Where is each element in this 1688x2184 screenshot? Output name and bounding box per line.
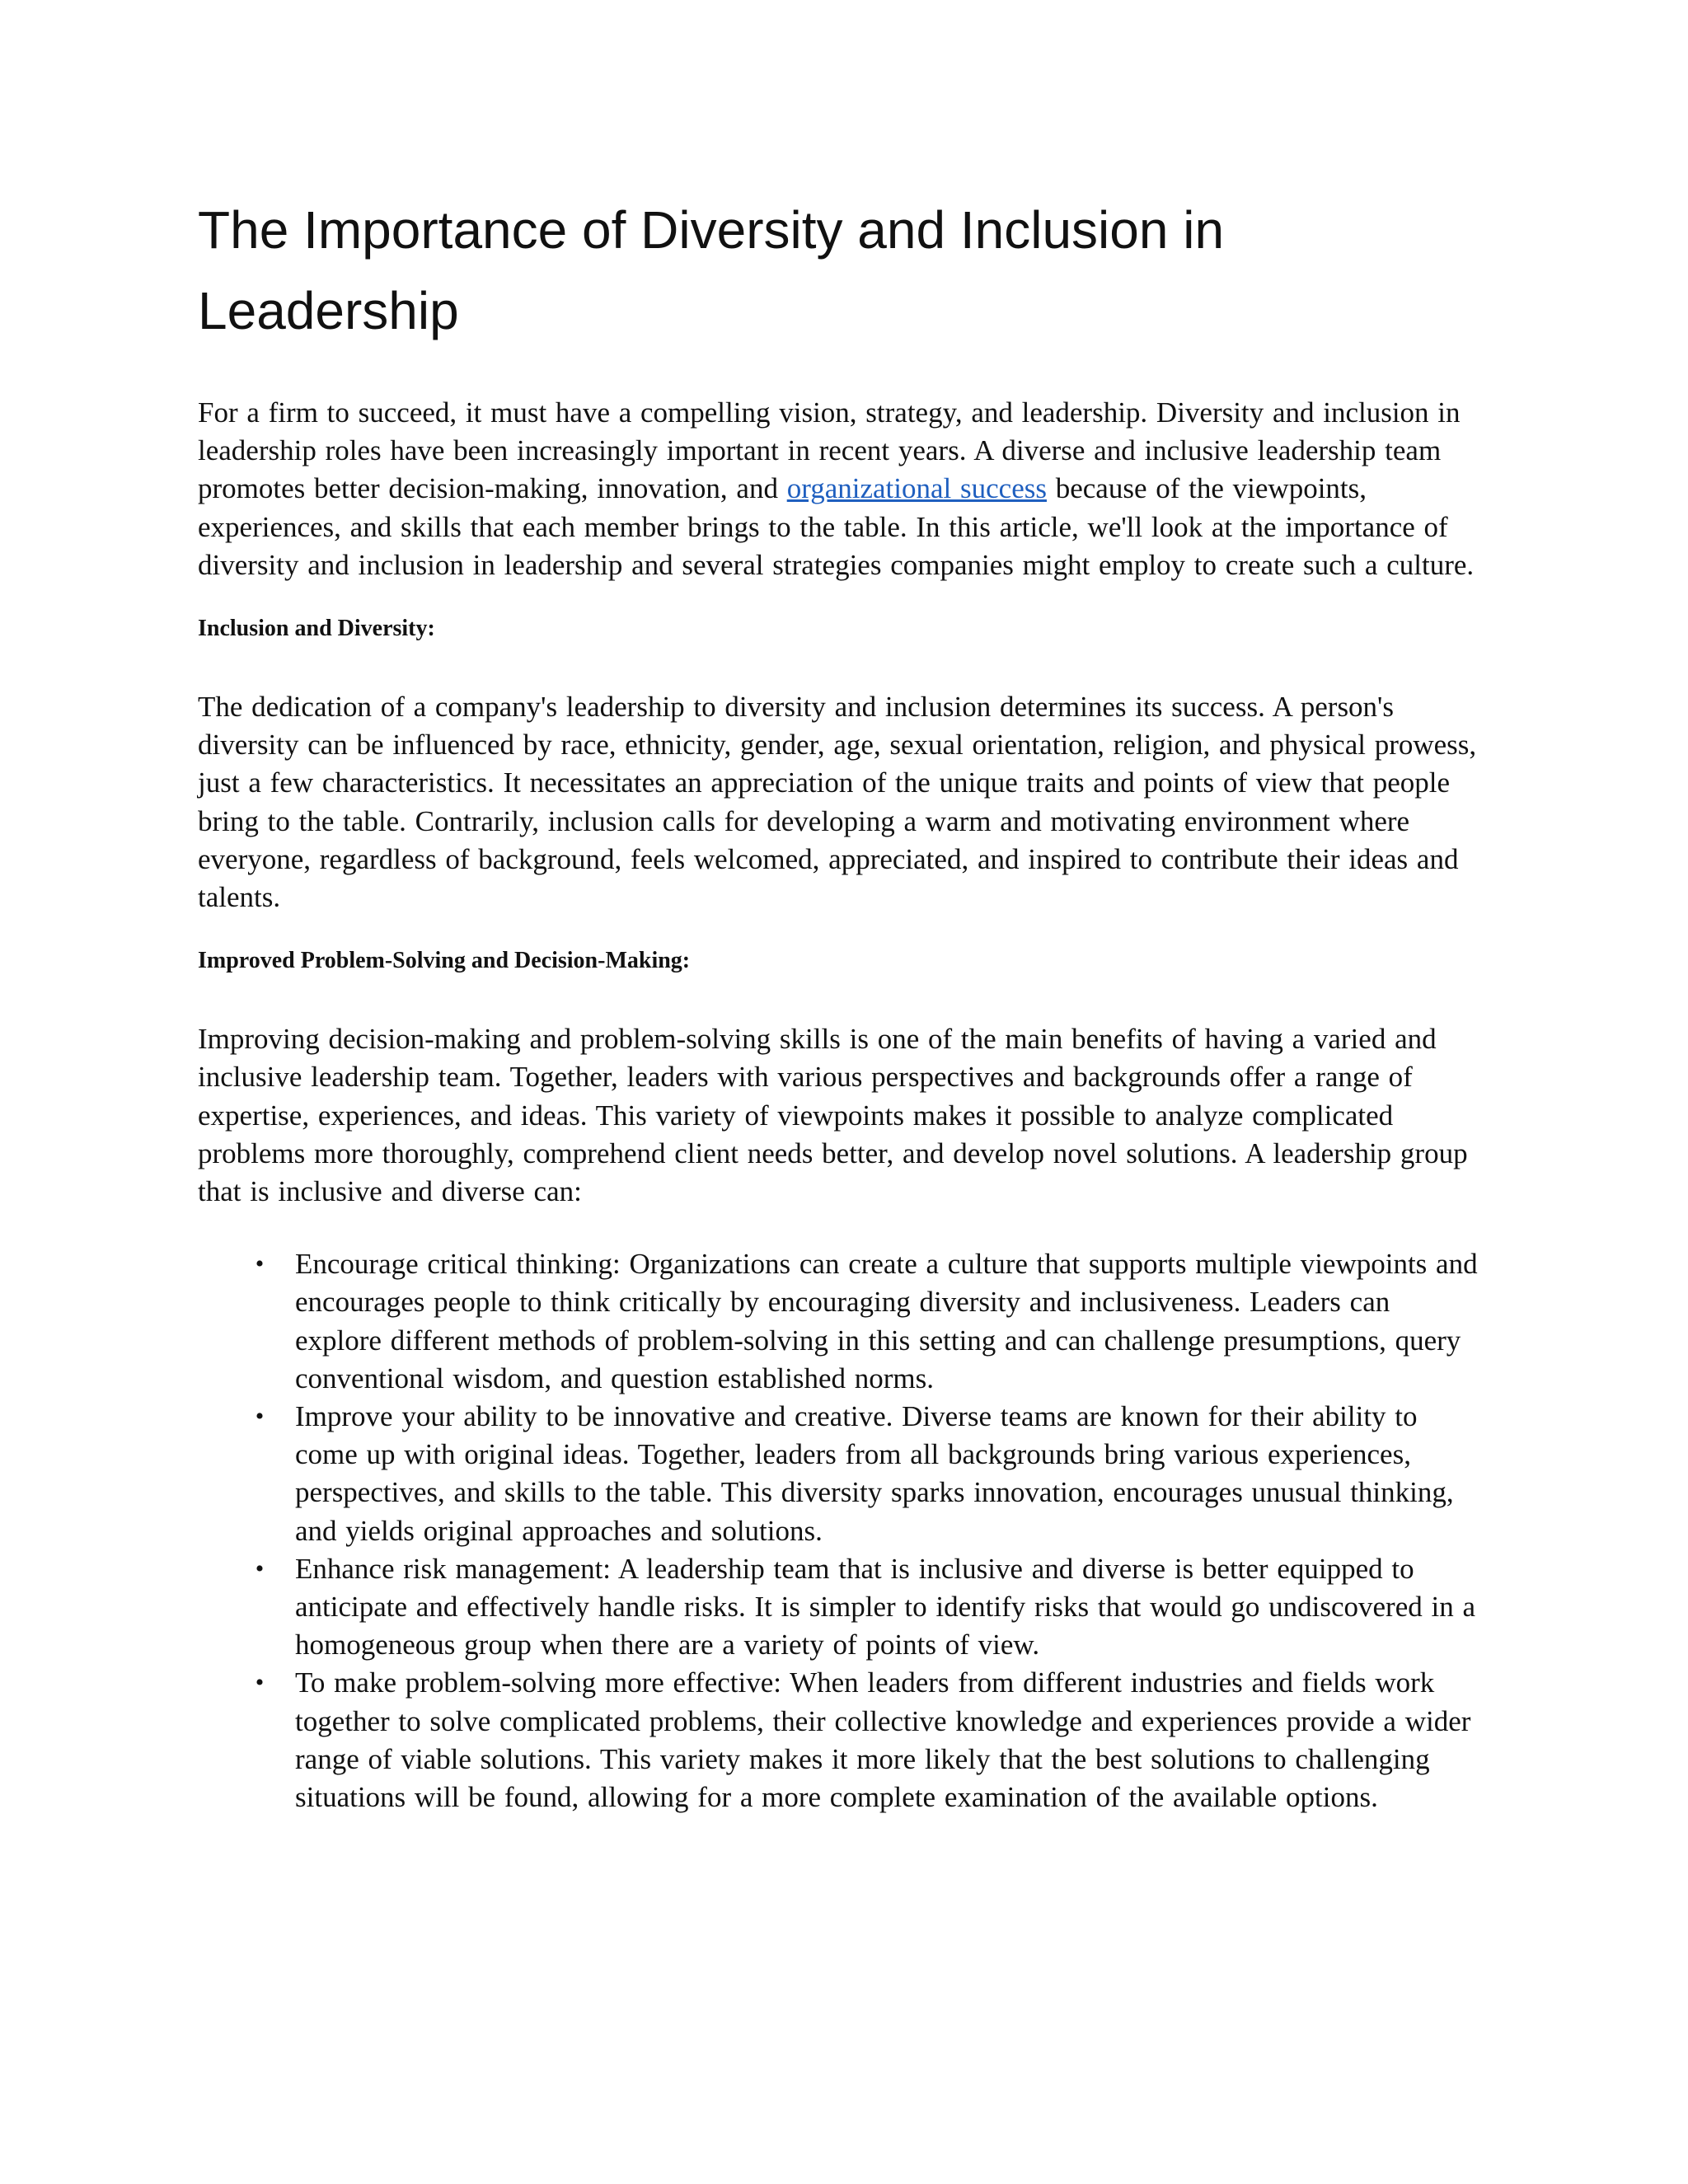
section-heading-problem-solving: Improved Problem-Solving and Decision-Making: <box>198 948 691 974</box>
intro-paragraph <box>198 394 1484 584</box>
bullet-icon: • <box>255 1403 265 1431</box>
bullet-text: Encourage critical thinking: Organizations can create a culture that supports multiple viewpoints and encourages people to think critically by encouraging diversity and inclusiveness. Leaders can explore different methods of problem-solving in this setting and can challenge presumptions, query conventional wisdom, and question established norms. <box>295 1248 1478 1394</box>
bullet-text: Improve your ability to be innovative and creative. Diverse teams are known for their ability to come up with original ideas. Together, leaders from all backgrounds bring various experiences, perspectives, and skills to the table. This diversity sparks innovation, encourages unusual thinking, and yields original approaches and solutions. <box>295 1400 1454 1547</box>
bullet-text: To make problem-solving more effective: When leaders from different industries and fields work together to solve complicated problems, their collective knowledge and experiences provide a wider range of viable solutions. This variety makes it more likely that the best solutions to challenging situations will be found, allowing for a more complete examination of the available options. <box>295 1666 1471 1814</box>
bullet-icon: • <box>255 1669 265 1697</box>
section-paragraph-inclusion-diversity: The dedication of a company's leadership to diversity and inclusion determines its success. A person's diversity can be influenced by race, ethnicity, gender, age, sexual orientation, religion, and physical prowess, just a few characteristics. It necessitates an appreciation of the unique traits and points of view that people bring to the table. Contrarily, inclusion calls for developing a warm and motivating environment where everyone, regardless of background, feels welcomed, appreciated, and inspired to contribute their ideas and talents. <box>198 691 1477 914</box>
bullet-text: Enhance risk management: A leadership team that is inclusive and diverse is better equipped to anticipate and effectively handle risks. It is simpler to identify risks that would go undiscovered in a homogeneous group when there are a variety of points of view. <box>295 1552 1475 1661</box>
section-heading-inclusion-diversity: Inclusion and Diversity: <box>198 616 435 642</box>
bullet-icon: • <box>255 1554 265 1582</box>
list-item <box>198 1245 1484 1398</box>
section-paragraph-problem-solving: Improving decision-making and problem-solving skills is one of the main benefits of having a varied and inclusive leadership team. Together, leaders with various perspectives and backgrounds offer a range of expertise, experiences, and ideas. This variety of viewpoints makes it possible to analyze complicated problems more thoroughly, comprehend client needs better, and develop novel solutions. A leadership group that is inclusive and diverse can: <box>198 1023 1468 1208</box>
document-content <box>198 190 1484 1816</box>
document-title: The Importance of Diversity and Inclusion in Leadership <box>198 200 1225 340</box>
bullet-icon: • <box>255 1250 265 1278</box>
list-item <box>198 1398 1484 1550</box>
intro-text-after-link: because of the viewpoints, experiences, and skills that each member brings to the table. In this article, we'll look at the importance of diversity and inclusion in leadership and several strategies companies might employ to create such a culture. <box>198 472 1475 581</box>
organizational-success-link[interactable]: organizational success <box>786 472 1047 505</box>
list-item <box>198 1664 1484 1816</box>
benefits-bullet-list <box>198 1245 1484 1816</box>
intro-text-before-link: For a firm to succeed, it must have a compelling vision, strategy, and leadership. Diversity and inclusion in leadership roles have been increasingly important in recent years. A diverse and inclusive leadership team promotes better decision-making, innovation, and <box>198 396 1461 505</box>
list-item <box>198 1550 1484 1665</box>
